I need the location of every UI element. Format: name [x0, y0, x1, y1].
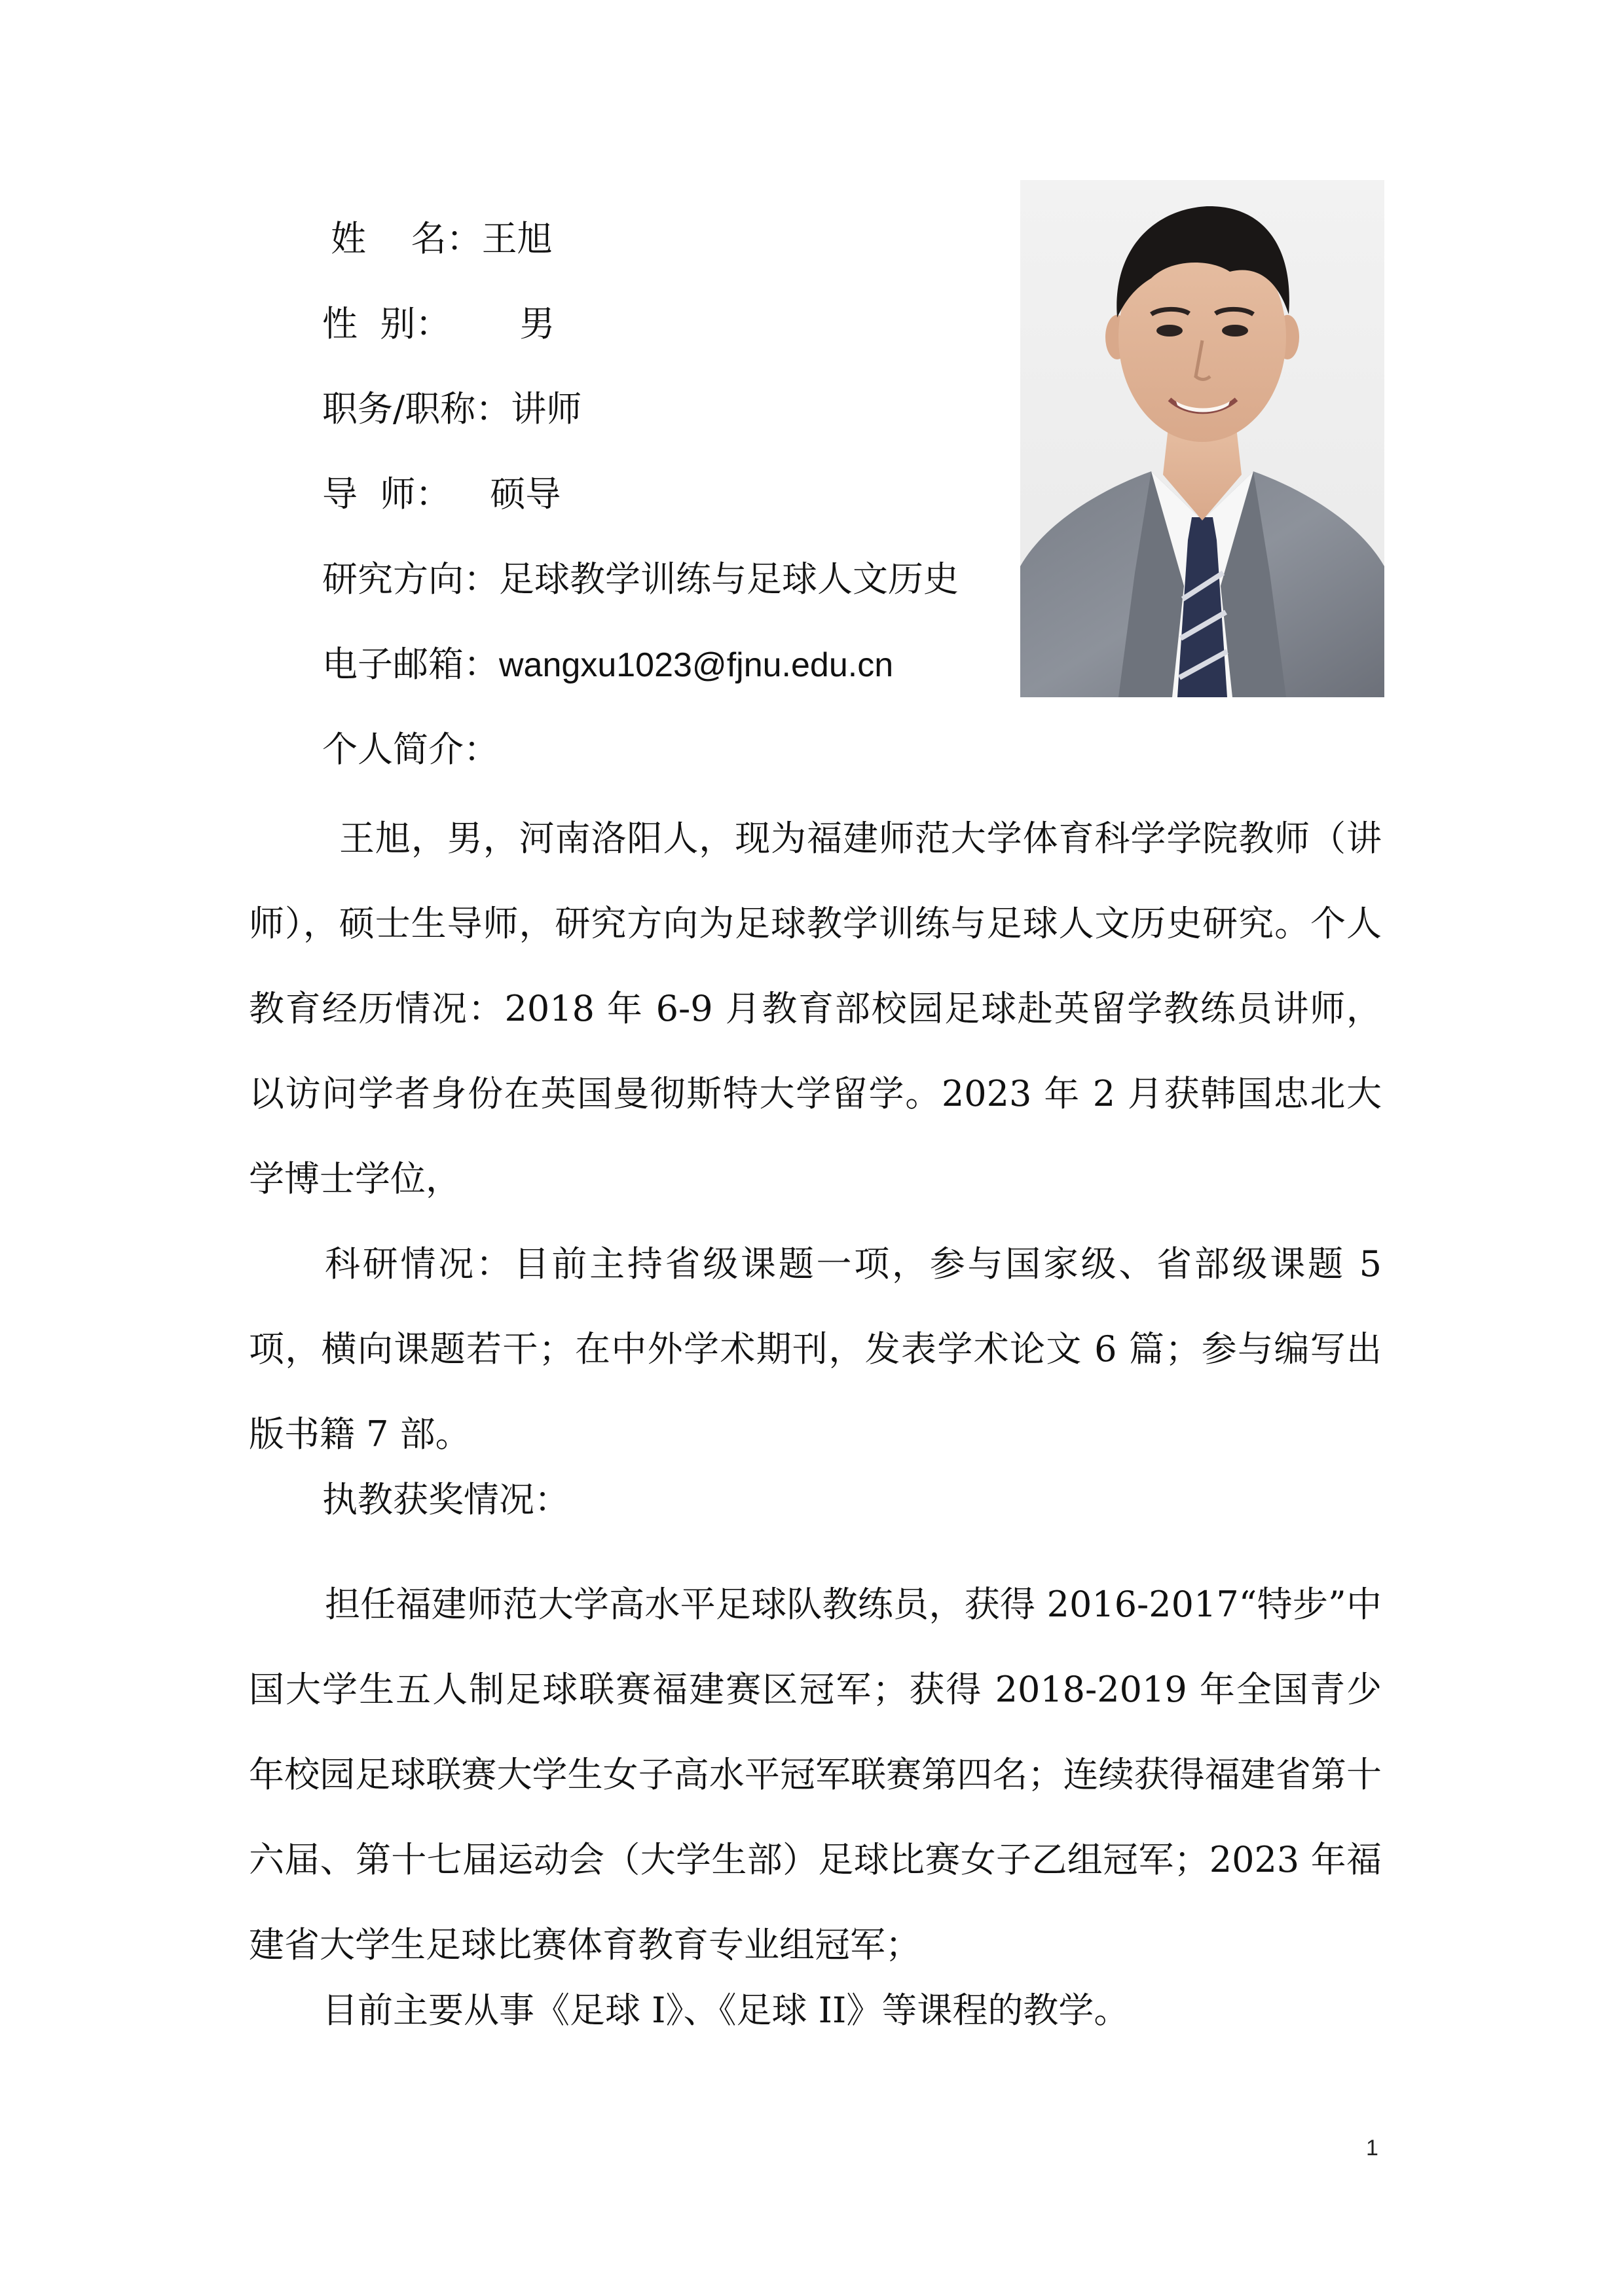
- email-row: [322, 642, 893, 688]
- intro-paragraph: 王旭，男，河南洛阳人，现为福建师范大学体育科学学院教师（讲师），硕士生导师，研究方向为足球教学训练与足球人文历史研究。个人教育经历情况：2018 年 6-9 月教育部校园足球赴英留学教练员讲师，以访问学者身份在英国曼彻斯特大学留学。2023 年 2 月获韩国忠北大学博士学位，: [249, 818, 1382, 1199]
- name-label: 姓 名：: [331, 218, 482, 259]
- gender-value: 男: [519, 303, 555, 344]
- title-row: [322, 386, 581, 432]
- portrait-image: [1020, 180, 1384, 697]
- intro-heading: 个人简介：: [322, 729, 499, 770]
- mentor-row: [322, 471, 561, 517]
- title-label: 职务/职称：: [322, 388, 511, 429]
- research-row: [322, 556, 959, 602]
- name-row: [331, 216, 553, 262]
- research-value: 足球教学训练与足球人文历史: [499, 558, 959, 600]
- gender-label: 性 别：: [322, 303, 451, 344]
- research-label: 研究方向：: [322, 558, 499, 600]
- awards-paragraph: 担任福建师范大学高水平足球队教练员，获得 2016-2017“特步”中国大学生五人制足球联赛福建赛区冠军；获得 2018-2019 年全国青少年校园足球联赛大学生女子高水平冠军联赛第四名；连续获得福建省第十六届、第十七届运动会（大学生部）足球比赛女子乙组冠军；2023 年福建省大学生足球比赛体育教育专业组冠军；: [249, 1584, 1382, 1965]
- mentor-value: 硕导: [490, 473, 561, 515]
- email-value: wangxu1023@fjnu.edu.cn: [499, 646, 894, 684]
- portrait-photo: [1020, 180, 1384, 697]
- research-paragraph: 科研情况：目前主持省级课题一项，参与国家级、省部级课题 5 项，横向课题若干；在中外学术期刊，发表学术论文 6 篇；参与编写出版书籍 7 部。: [249, 1243, 1382, 1455]
- name-value: 王旭: [481, 218, 553, 259]
- email-label: 电子邮箱：: [322, 644, 499, 685]
- awards-heading: 执教获奖情况：: [322, 1479, 570, 1520]
- mentor-label: 导 师：: [322, 473, 451, 515]
- courses-paragraph: 目前主要从事《足球 I》、《足球 II》等课程的教学。: [322, 1990, 1130, 2031]
- page-number: 1: [1366, 2136, 1378, 2160]
- gender-row: [322, 301, 555, 347]
- title-value: 讲师: [511, 388, 582, 429]
